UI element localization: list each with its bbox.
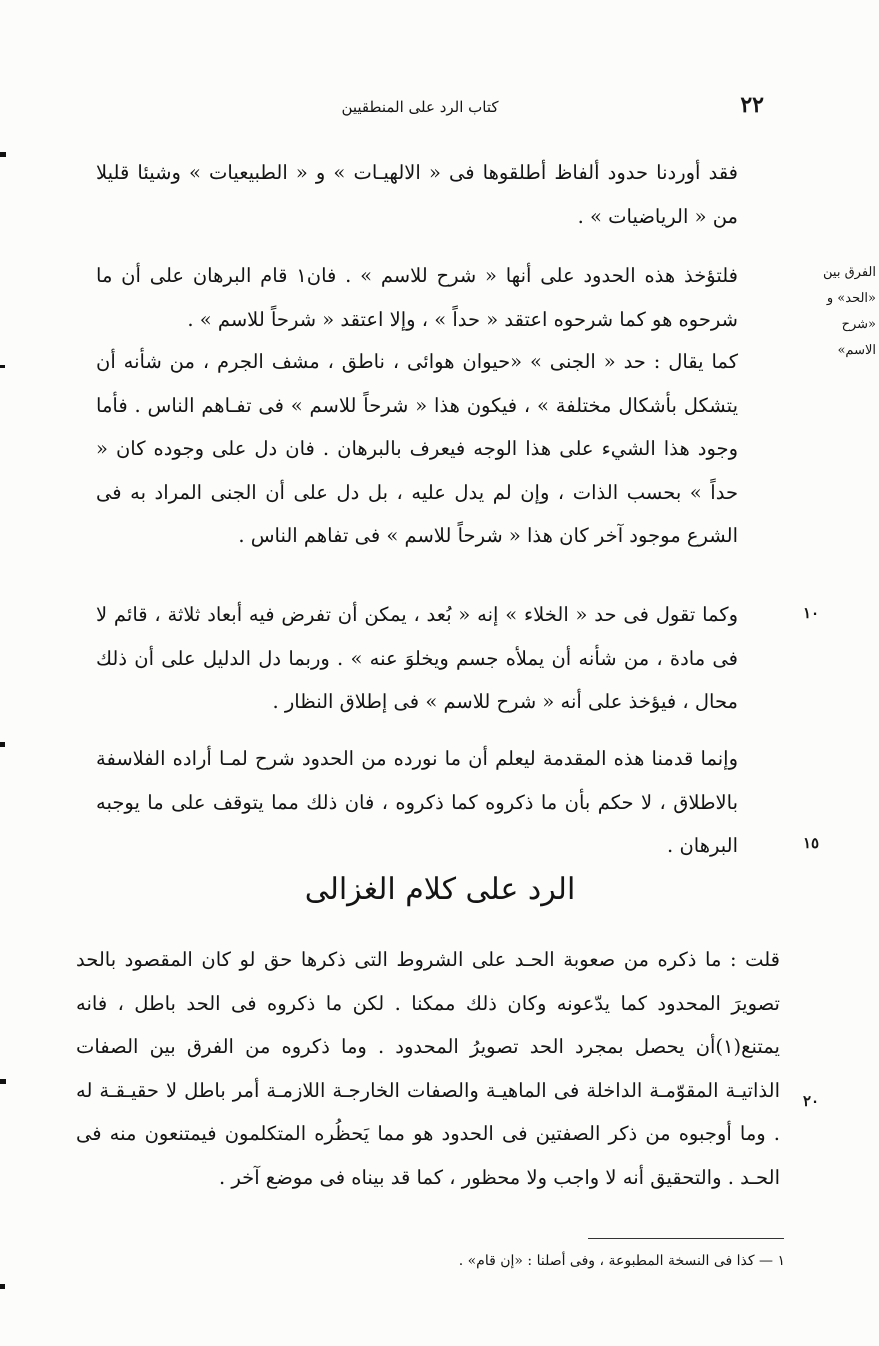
footnote: ١ — كذا فى النسخة المطبوعة ، وفى أصلنا : «إن قام» . xyxy=(458,1253,785,1269)
running-header-title: كتاب الرد على المنطقيين xyxy=(341,98,499,116)
scan-edge-mark xyxy=(0,742,5,747)
scan-edge-mark xyxy=(0,1079,6,1084)
paragraph-5: وإنما قدمنا هذه المقدمة ليعلم أن ما نورده من الحدود شرح لمـا أراده الفلاسفة بالاطلاق ، لا حكم بأن ما ذكروه كما ذكروه ، فان ذلك مما يتوقف على ما يوجبه البرهان . xyxy=(96,747,738,857)
line-number-20: ٢٠ xyxy=(802,1092,820,1110)
reply-paragraph: قلت : ما ذكره من صعوبة الحـد على الشروط التى ذكرها حق لو كان المقصود بالحد تصويرَ المحدود كما يدّعونه وكان ذلك ممكنا . لكن ما ذكروه فى الحد باطل ، فانه يمتنع(١)أن يحصل بمجرد الحد تصويرُ المحدود . وما ذكروه من الفرق بين الصفات الذاتيـة المقوّمـة الداخلة فى الماهيـة والصفات الخارجـة اللازمـة أمر باطل لا حقيـقـة له . وما أوجبوه من ذكر الصفتين فى الحدود هو مما يَحظُره المتكلمون فيمتنعون منه فى الحـد . والتحقيق أنه لا واجب ولا محظور ، كما قد بيناه فى موضع آخر . xyxy=(76,948,780,1189)
margin-note-line: «الحد» و xyxy=(826,291,876,306)
page-number: ٢٢ xyxy=(740,92,764,118)
line-number-10: ١٠ xyxy=(802,604,820,622)
margin-note-line: «شرح الاسم» xyxy=(837,317,876,358)
scan-edge-mark xyxy=(0,152,6,157)
paragraph-4: وكما تقول فى حد « الخلاء » إنه « بُعد ، يمكن أن تفرض فيه أبعاد ثلاثة ، قائم لا فى مادة ، من شأنه أن يملأه جسم ويخلوَ عنه » . وربما دل الدليل على أن ذلك محال ، فيؤخذ على أنه « شرح للاسم » فى إطلاق النظار . xyxy=(96,603,738,713)
margin-note-line: الفرق بين xyxy=(823,265,876,280)
margin-note xyxy=(800,260,876,364)
footnote-divider xyxy=(588,1238,784,1239)
paragraph-3: كما يقال : حد « الجنى » «حيوان هوائى ، ناطق ، مشف الجرم ، من شأنه أن يتشكل بأشكال مختلفة » ، فيكون هذا « شرحاً للاسم » فى تفـاهم الناس . فأما وجود هذا الشيء على هذا الوجه فيعرف بالبرهان . فان دل على وجوده كان « حداً » بحسب الذات ، وإن لم يدل عليه ، بل دل على أن الجنى المراد به فى الشرع موجود آخر كان هذا « شرحاً للاسم » فى تفاهم الناس . xyxy=(96,350,738,547)
paragraph-2: فلتؤخذ هذه الحدود على أنها « شرح للاسم » . فان١ قام البرهان على أن ما شرحوه هو كما شرحوه اعتقد « حداً » ، وإلا اعتقد « شرحاً للاسم » . xyxy=(96,264,738,331)
scan-edge-mark xyxy=(0,365,5,368)
section-heading: الرد على كلام الغزالى xyxy=(304,872,576,907)
paragraph-1: فقد أوردنا حدود ألفاظ أطلقوها فى « الالهيـات » و « الطبيعيات » وشيئا قليلا من « الرياضيات » . xyxy=(96,161,738,228)
scan-edge-mark xyxy=(0,1284,5,1289)
line-number-15: ١٥ xyxy=(802,834,820,852)
